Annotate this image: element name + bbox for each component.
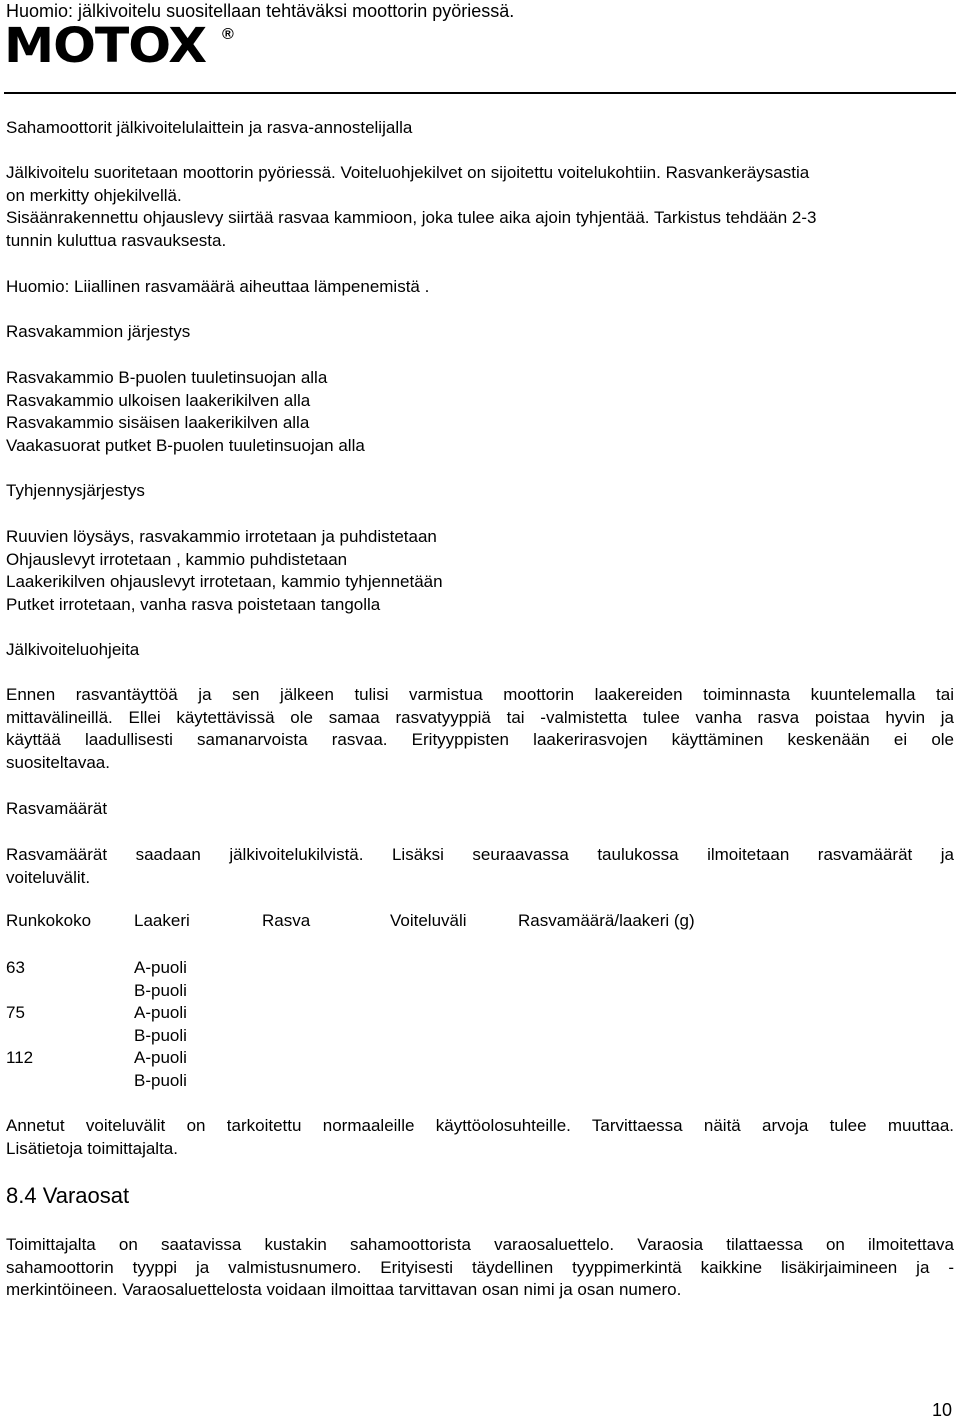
heading-relubrication: Jälkivoiteluohjeita xyxy=(6,640,140,659)
list-item: Laakerikilven ohjauslevyt irrotetaan, kammio tyhjennetään xyxy=(6,572,443,592)
list-item: Vaakasuorat putket B-puolen tuuletinsuojan alla xyxy=(6,435,365,455)
heading-emptying-order: Tyhjennysjärjestys xyxy=(6,481,145,500)
heading-chamber-order: Rasvakammion järjestys xyxy=(6,322,191,341)
table-row xyxy=(0,980,960,1003)
table-cell: B-puoli xyxy=(134,1026,187,1045)
table-cell: B-puoli xyxy=(134,981,187,1000)
list-item: Ruuvien löysäys, rasvakammio irrotetaan ja puhdistetaan xyxy=(6,527,437,546)
column-header: Laakeri xyxy=(134,911,190,930)
header-note: Huomio: jälkivoitelu suositellaan tehtäväksi moottorin pyöriessä. xyxy=(6,1,515,21)
text-line: on merkitty ohjekilvellä. xyxy=(6,185,182,205)
header-rule xyxy=(4,92,956,94)
table-row xyxy=(0,957,960,980)
table-cell: A-puoli xyxy=(134,958,187,977)
list-item: Ohjauslevyt irrotetaan , kammio puhdistetaan xyxy=(6,549,348,569)
table-cell: B-puoli xyxy=(134,1071,187,1090)
column-header: Voiteluväli xyxy=(390,911,467,930)
heading-sawmotors: Sahamoottorit jälkivoitelulaittein ja rasva-annostelijalla xyxy=(6,118,413,137)
table-row xyxy=(0,1002,960,1025)
text-line: tunnin kuluttua rasvauksesta. xyxy=(6,230,227,250)
text-line: suositeltavaa. xyxy=(6,752,110,772)
list-item: Rasvakammio sisäisen laakerikilven alla xyxy=(6,413,310,433)
motox-logo: MOTOX xyxy=(4,18,207,74)
list-item: Rasvakammio ulkoisen laakerikilven alla xyxy=(6,390,311,410)
text-line: Jälkivoitelu suoritetaan moottorin pyöriessä. Voiteluohjekilvet on sijoitettu voitelukohtiin. Rasvankeräysastia xyxy=(6,163,810,182)
table-cell: 75 xyxy=(6,1003,25,1022)
text-line: mittavälineillä. Ellei käytettävissä ole samaa rasvatyyppiä tai -valmistetta tulee vanha rasva poistaa hyvin ja xyxy=(6,707,954,727)
text-line: Lisätietoja toimittajalta. xyxy=(6,1138,178,1158)
page-number: 10 xyxy=(931,1400,952,1420)
text-line: Ennen rasvantäyttöä ja sen jälkeen tulisi varmistua moottorin laakereiden toiminnasta kuuntelemalla tai xyxy=(6,685,954,704)
list-emptying-order xyxy=(6,526,954,616)
list-item: Rasvakammio B-puolen tuuletinsuojan alla xyxy=(6,368,328,387)
text-line: Toimittajalta on saatavissa kustakin sahamoottorista varaosaluettelo. Varaosia tilattaessa on ilmoitettava xyxy=(6,1235,954,1254)
paragraph-intervals-note xyxy=(6,1115,954,1160)
text-line: Annetut voiteluvälit on tarkoitettu normaaleille käyttöolosuhteille. Tarvittaessa näitä arvoja tulee muuttaa. xyxy=(6,1116,954,1135)
text-line: Sisäänrakennettu ohjauslevy siirtää rasvaa kammioon, joka tulee aika ajoin tyhjentää. Tarkistus tehdään 2-3 xyxy=(6,208,817,228)
column-header: Runkokoko xyxy=(6,911,92,930)
section-heading-spare-parts: 8.4 Varaosat xyxy=(6,1183,130,1208)
table-cell: A-puoli xyxy=(134,1003,187,1022)
list-item: Putket irrotetaan, vanha rasva poistetaan tangolla xyxy=(6,594,381,614)
table-row xyxy=(0,1025,960,1048)
table-row xyxy=(0,1070,960,1093)
text-line: merkintöineen. Varaosaluettelosta voidaan ilmoittaa tarvittavan osan nimi ja osan numero. xyxy=(6,1280,682,1300)
text-line: sahamoottorin tyyppi ja valmistusnumero. Erityisesti täydellinen tyyppimerkintä kaikkine lisäkirjaimineen ja - xyxy=(6,1257,954,1277)
list-chamber-order xyxy=(6,367,954,457)
table-row xyxy=(0,1047,960,1070)
paragraph-spare-parts xyxy=(6,1234,954,1302)
text-line: Rasvamäärät saadaan jälkivoitelukilvistä. Lisäksi seuraavassa taulukossa ilmoitetaan rasvamäärät ja xyxy=(6,845,954,864)
paragraph-grease-amounts xyxy=(6,844,954,889)
text-line: käyttää laadullisesti samanarvoista rasvaa. Erityyppisten laakerirasvojen käyttäminen keskenään ei ole xyxy=(6,730,954,750)
table-header xyxy=(0,910,960,934)
table-cell: 112 xyxy=(6,1048,34,1067)
heading-grease-amounts: Rasvamäärät xyxy=(6,799,108,818)
warning-note: Huomio: Liiallinen rasvamäärä aiheuttaa lämpenemistä . xyxy=(6,277,430,296)
paragraph-relubrication xyxy=(6,684,954,774)
paragraph-lubrication xyxy=(6,162,954,252)
registered-mark: ® xyxy=(222,26,234,43)
column-header: Rasvamäärä/laakeri (g) xyxy=(518,911,695,930)
column-header: Rasva xyxy=(262,911,311,930)
table-cell: 63 xyxy=(6,958,25,977)
table-cell: A-puoli xyxy=(134,1048,187,1067)
text-line: voiteluvälit. xyxy=(6,867,91,887)
